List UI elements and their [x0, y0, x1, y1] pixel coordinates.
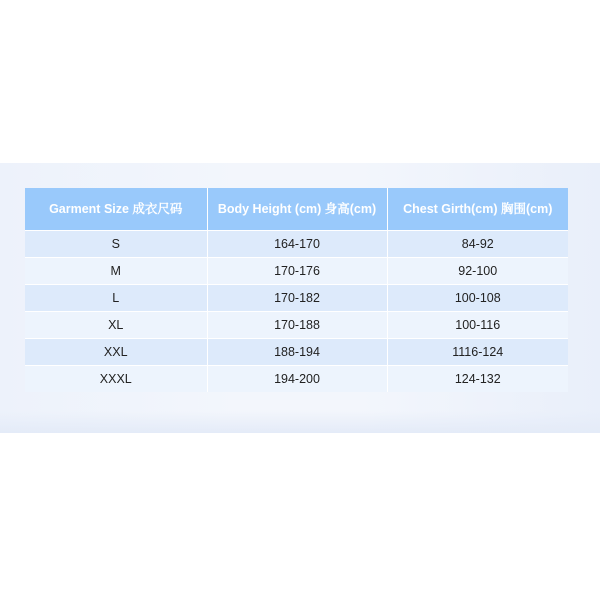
- size-chart-table: [25, 188, 568, 392]
- cell-chest: 124-132: [387, 366, 568, 393]
- table-row: [25, 285, 568, 312]
- cell-height: 170-182: [207, 285, 387, 312]
- header-body-height: Body Height (cm) 身高(cm): [207, 188, 387, 231]
- header-garment-size: Garment Size 成衣尺码: [25, 188, 207, 231]
- table-row: [25, 258, 568, 285]
- cell-size: XXXL: [25, 366, 207, 393]
- header-chest-girth: Chest Girth(cm) 胸围(cm): [387, 188, 568, 231]
- table-row: [25, 366, 568, 393]
- cell-size: XXL: [25, 339, 207, 366]
- cell-chest: 1116-124: [387, 339, 568, 366]
- cell-chest: 100-108: [387, 285, 568, 312]
- cell-size: L: [25, 285, 207, 312]
- table-row: [25, 231, 568, 258]
- cell-size: M: [25, 258, 207, 285]
- cell-size: S: [25, 231, 207, 258]
- cell-chest: 84-92: [387, 231, 568, 258]
- table-row: [25, 312, 568, 339]
- table-header-row: [25, 188, 568, 231]
- cell-height: 170-176: [207, 258, 387, 285]
- cell-chest: 92-100: [387, 258, 568, 285]
- cell-height: 170-188: [207, 312, 387, 339]
- table-row: [25, 339, 568, 366]
- cell-height: 164-170: [207, 231, 387, 258]
- cell-chest: 100-116: [387, 312, 568, 339]
- cell-size: XL: [25, 312, 207, 339]
- cell-height: 194-200: [207, 366, 387, 393]
- cell-height: 188-194: [207, 339, 387, 366]
